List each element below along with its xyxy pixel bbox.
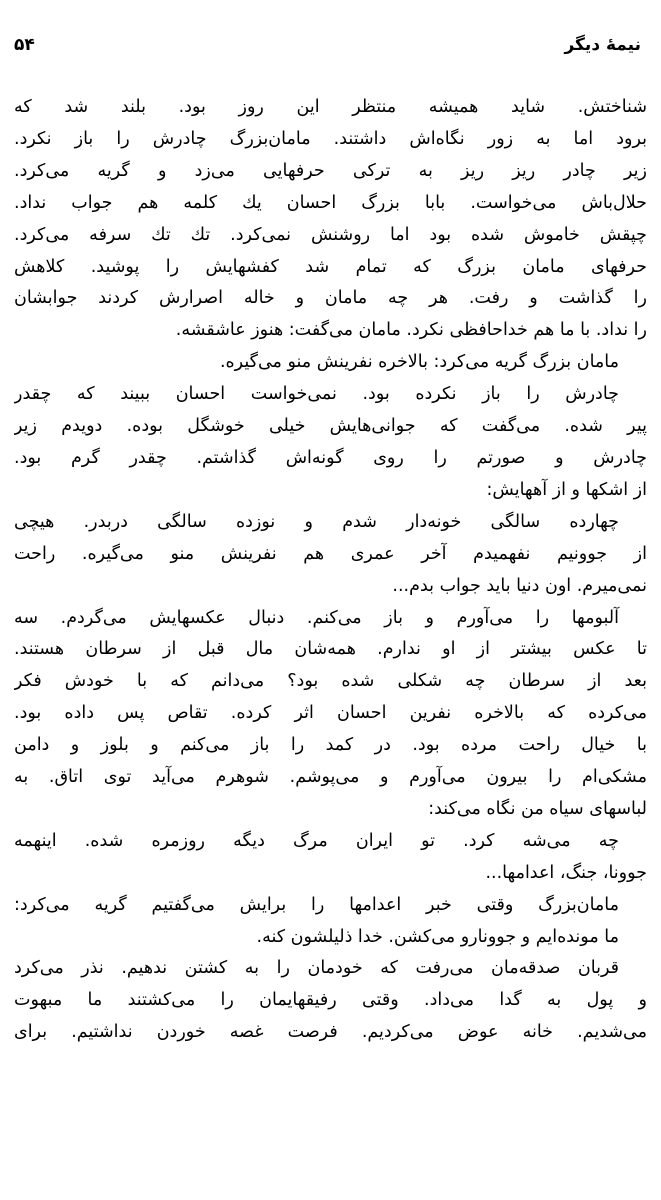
text-line: جوونا، جنگ، اعدامها... — [485, 862, 647, 883]
text-line: حلال‌باش می‌خواست. بابا بزرگ احسان یك کلمه هم جواب نداد. — [14, 192, 647, 213]
text-line: چپقش خاموش شده بود اما روشنش نمی‌کرد. تك تك سرفه می‌کرد. — [14, 224, 647, 245]
text-line: زیر چادر ریز ریز به ترکی حرفهایی می‌زد و گریه می‌کرد. — [14, 160, 647, 181]
text-line: برود اما به زور نگاه‌اش داشتند. مامان‌بزرگ چادرش را باز نکرد. — [14, 128, 647, 149]
text-line: از جوونیم نفهمیدم آخر عمری هم نفرینش منو می‌گیره. راحت — [14, 543, 647, 564]
text-line: چهارده سالگی خونه‌دار شدم و نوزده سالگی دربدر. هیچی — [14, 511, 619, 532]
text-line: مامان بزرگ گریه می‌کرد: بالاخره نفرینش منو می‌گیره. — [219, 352, 619, 373]
text-line: قربان صدقه‌مان می‌رفت که خودمان را به کشتن ندهیم. نذر می‌کرد — [14, 958, 619, 979]
text-line: چادرش و صورتم را روی گونه‌اش گذاشتم. چقدر گرم بود. — [14, 447, 647, 468]
text-line: نمی‌میرم. اون دنیا باید جواب بدم... — [392, 575, 647, 596]
text-line: مامان‌بزرگ وقتی خبر اعدامها را برایش می‌گفتیم گریه می‌کرد: — [14, 894, 619, 915]
text-line: از اشکها و از آههایش: — [486, 479, 647, 500]
text-line: پیر شده. می‌گفت که جوانی‌هایش خیلی خوشگل بوده. دویدم زیر — [14, 416, 647, 437]
page-number: ۵۴ — [14, 35, 35, 55]
text-line: تا عکس بیشتر از او ندارم. همه‌شان مال قبل از سرطان هستند. — [14, 639, 647, 660]
running-title: نیمهٔ دیگر — [564, 35, 641, 55]
text-line: را نداد. با ما هم خداحافظی نکرد. مامان می‌گفت: هنوز عاشقشه. — [175, 320, 647, 341]
text-line: حرفهای مامان بزرگ که تمام شد کفشهایش را پوشید. کلاهش — [14, 256, 647, 277]
text-line: چادرش را باز نکرده بود. نمی‌خواست احسان ببیند که چقدر — [14, 384, 619, 405]
text-line: می‌شدیم. خانه عوض می‌کردیم. فرصت غصه خوردن نداشتیم. برای — [14, 1022, 647, 1043]
text-line: چه می‌شه کرد. تو ایران مرگ دیگه روزمره شده. اینهمه — [14, 830, 619, 851]
text-line: لباسهای سیاه من نگاه می‌کند: — [428, 798, 647, 819]
text-line: و پول به گدا می‌داد. وقتی رفیقهایمان را می‌کشتند ما مبهوت — [14, 990, 647, 1011]
text-line: ما مونده‌ایم و جوونارو می‌کشن. خدا ذلیلشون کنه. — [256, 926, 619, 947]
text-line: شناختش. شاید همیشه منتظر این روز بود. بلند شد که — [14, 97, 647, 117]
text-line: بعد از سرطان چه شکلی شده بود؟ می‌دانم که با خودش فکر — [14, 671, 647, 692]
page-header — [14, 30, 641, 60]
text-line: را گذاشت و رفت. هر چه مامان و خاله اصرارش کردند جوابشان — [14, 288, 647, 309]
text-line: می‌کرده که بالاخره نفرین احسان اثر کرده. تقاص پس داده بود. — [14, 703, 647, 724]
text-line: مشکی‌ام را بیرون می‌آورم و می‌پوشم. شوهرم می‌آید توی اتاق. به — [14, 767, 647, 788]
body-text — [14, 92, 647, 1049]
text-line: با خیال راحت مرده بود. در کمد را باز می‌کنم و بلوز و دامن — [14, 735, 647, 756]
text-line: آلبومها را می‌آورم و باز می‌کنم. دنبال عکسهایش می‌گردم. سه — [14, 607, 619, 628]
